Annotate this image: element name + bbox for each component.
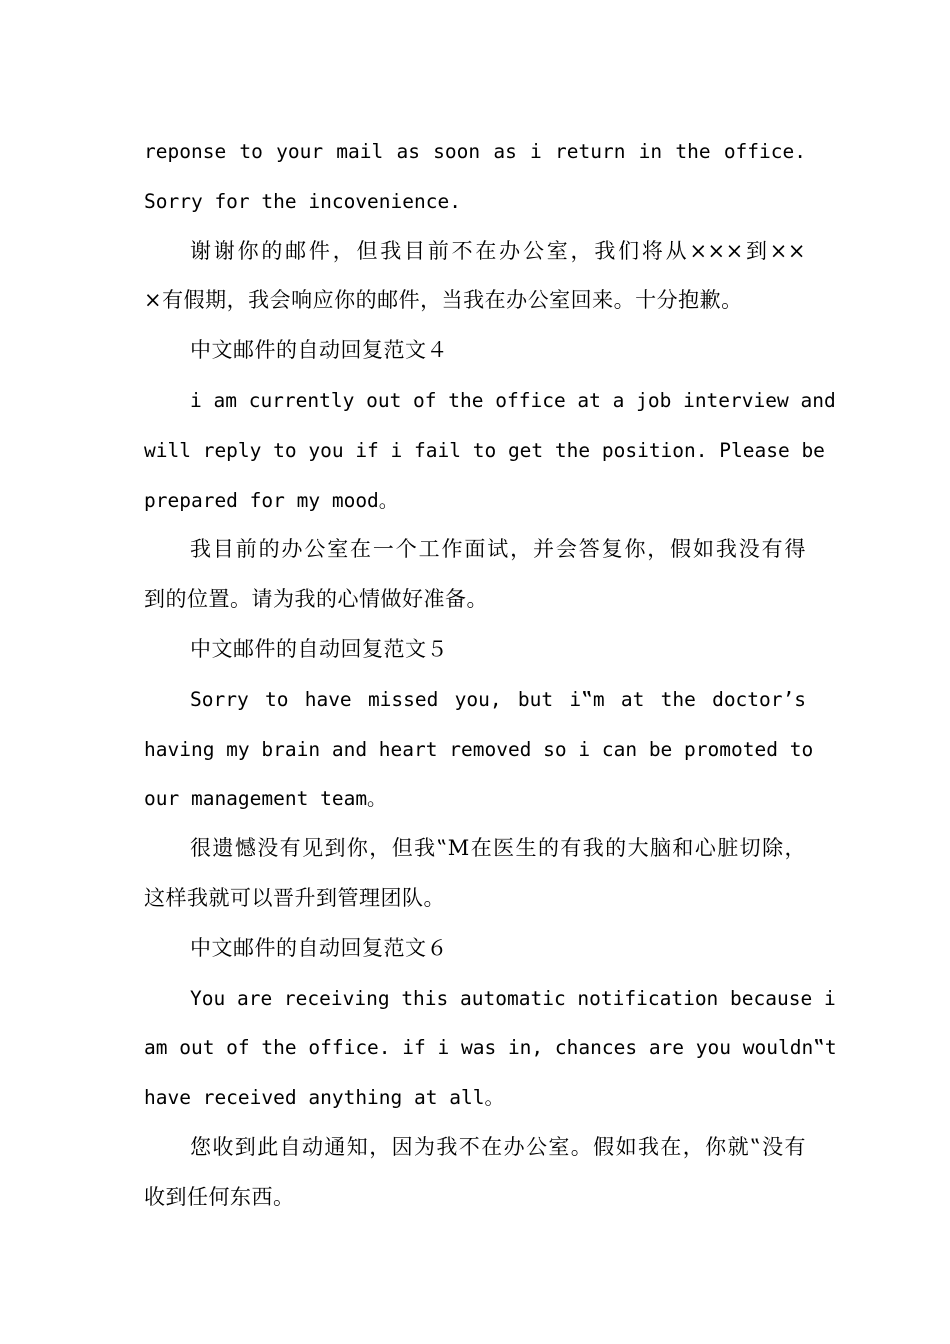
- text-line: 收到任何东西。: [144, 1184, 295, 1209]
- text-line: 很遗憾没有见到你，但我‟M在医生的有我的大脑和心脏切除，: [190, 836, 806, 861]
- text-line: reponse to your mail as soon as i return in the office.: [144, 140, 806, 163]
- text-line: 到的位置。请为我的心情做好准备。: [144, 587, 488, 612]
- text-line: am out of the office. if i was in, chances are you wouldn‟t: [144, 1036, 837, 1060]
- text-line: have received anything at all。: [144, 1086, 504, 1110]
- text-line: 这样我就可以晋升到管理团队。: [144, 885, 445, 910]
- text-line: prepared for my mood。: [144, 488, 399, 512]
- text-line: You are receiving this automatic notification because i: [190, 986, 836, 1010]
- text-line: Sorry to have missed you, but i‟m at the doctor’s: [190, 687, 806, 711]
- text-line: 您收到此自动通知，因为我不在办公室。假如我在，你就‟没有: [190, 1134, 806, 1159]
- text-line: Sorry for the incovenience.: [144, 189, 461, 213]
- document-body: [144, 127, 837, 1223]
- section-heading: 中文邮件的自动回复范文４: [190, 338, 448, 363]
- text-line: ×有假期，我会响应你的邮件，当我在办公室回来。十分抱歉。: [144, 288, 743, 313]
- text-line: 我目前的办公室在一个工作面试，并会答复你，假如我没有得: [190, 537, 806, 562]
- section-heading: 中文邮件的自动回复范文５: [190, 636, 448, 661]
- text-line: having my brain and heart removed so i can be promoted to: [144, 737, 814, 761]
- text-line: 谢谢你的邮件，但我目前不在办公室，我们将从×××到××: [190, 238, 806, 263]
- text-line: our management team。: [144, 787, 387, 811]
- section-heading: 中文邮件的自动回复范文６: [190, 935, 448, 960]
- text-line: i am currently out of the office at a job interview and: [190, 388, 836, 412]
- text-line: will reply to you if i fail to get the position. Please be: [144, 438, 825, 462]
